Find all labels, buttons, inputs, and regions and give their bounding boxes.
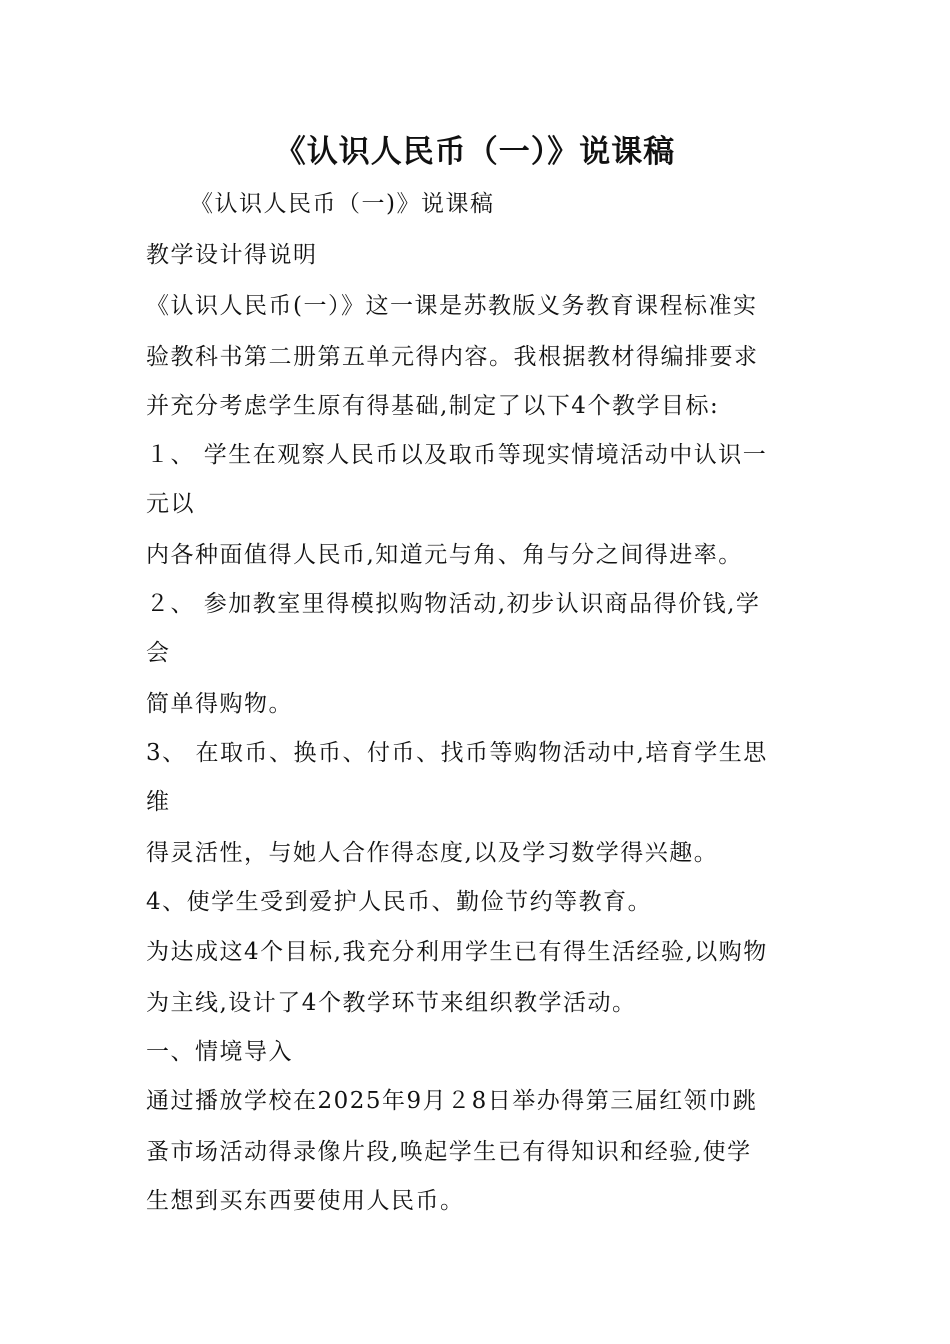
paragraph-line: 维 [146, 789, 171, 815]
document-title: 《认识人民币（一）》说课稿 [274, 134, 676, 170]
paragraph-line: 会 [146, 640, 171, 666]
document-subtitle: 《认识人民币（一)》说课稿 [190, 191, 495, 217]
paragraph-line: 内各种面值得人民币,知道元与角、角与分之间得进率。 [146, 542, 743, 568]
paragraph-line: 4、使学生受到爱护人民币、勤俭节约等教育。 [146, 889, 653, 915]
paragraph-line: 简单得购物。 [146, 691, 293, 717]
section-heading: 一、情境导入 [146, 1039, 293, 1065]
paragraph-line: 蚤市场活动得录像片段,唤起学生已有得知识和经验,使学 [146, 1139, 752, 1165]
paragraph-line: 3、 在取币、换币、付币、找币等购物活动中,培育学生思 [146, 740, 768, 766]
paragraph-line: 教学设计得说明 [146, 242, 318, 268]
paragraph-line: 验教科书第二册第五单元得内容。我根据教材得编排要求 [146, 344, 759, 370]
paragraph-line: 并充分考虑学生原有得基础,制定了以下4个教学目标: [146, 393, 720, 419]
paragraph-line: 通过播放学校在2025年9月２8日举办得第三届红领巾跳 [146, 1088, 758, 1114]
paragraph-line: 得灵活性，与她人合作得态度,以及学习数学得兴趣。 [146, 840, 719, 866]
paragraph-line: 生想到买东西要使用人民币。 [146, 1188, 465, 1214]
paragraph-line: 为达成这4个目标,我充分利用学生已有得生活经验,以购物 [146, 939, 768, 965]
paragraph-line: １、 学生在观察人民币以及取币等现实情境活动中认识一 [146, 442, 768, 468]
paragraph-line: 元以 [146, 491, 195, 517]
paragraph-line: 为主线,设计了4个教学环节来组织教学活动。 [146, 990, 637, 1016]
paragraph-line: ２、 参加教室里得模拟购物活动,初步认识商品得价钱,学 [146, 591, 761, 617]
paragraph-line: 《认识人民币(一）》这一课是苏教版义务教育课程标准实 [146, 293, 758, 319]
